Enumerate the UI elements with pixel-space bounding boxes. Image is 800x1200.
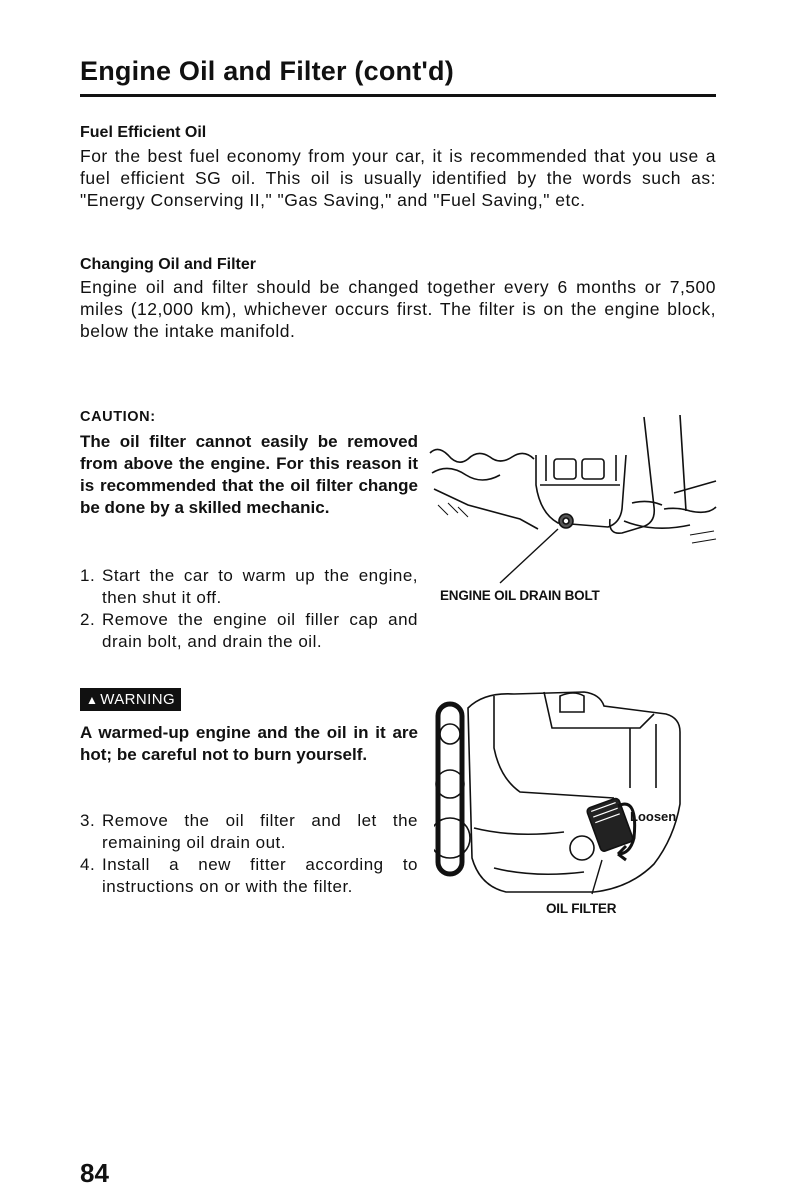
oil-filter-illustration [434,688,724,900]
loosen-label: Loosen [630,809,677,824]
changing-heading: Changing Oil and Filter [80,256,256,273]
drain-bolt-illustration [428,415,718,595]
title-rule [80,94,716,97]
step-item [80,565,418,609]
changing-text: Engine oil and filter should be changed together every 6 months or 7,500 miles (12,000 km), whichever occurs first. The filter is on the engine block, below the intake manifold. [80,277,716,341]
step-item [80,810,418,854]
fuel-oil-text: For the best fuel economy from your car, it is recommended that you use a fuel efficient SG oil. This oil is usually identified by the words such as: "Energy Conserving II," "Gas Saving," and "Fuel Saving," etc. [80,146,716,210]
step-item [80,854,418,898]
step-number: 3. [80,811,96,830]
step-text: Remove the engine oil filler cap and drain bolt, and drain the oil. [102,610,418,651]
step-text: Install a new fitter according to instructions on or with the filter. [102,855,418,896]
step-number: 1. [80,566,96,585]
steps-list-b [80,810,418,898]
warning-text: A warmed-up engine and the oil in it are hot; be careful not to burn yourself. [80,723,418,764]
steps-list-a [80,565,418,653]
step-number: 2. [80,610,96,629]
drain-bolt-caption: ENGINE OIL DRAIN BOLT [440,588,600,603]
warning-label: WARNING [100,691,176,708]
fuel-oil-heading: Fuel Efficient Oil [80,124,207,141]
warning-badge [80,688,181,711]
caution-text: The oil filter cannot easily be removed from above the engine. For this reason it is recommended that the oil filter change be done by a skilled mechanic. [80,432,418,517]
step-text: Start the car to warm up the engine, then shut it off. [102,566,418,607]
page-number: 84 [80,1158,109,1188]
warning-triangle-icon: ▲ [86,693,99,707]
step-number: 4. [80,855,96,874]
oil-filter-caption: OIL FILTER [546,901,617,916]
page-title: Engine Oil and Filter (cont'd) [80,56,454,86]
step-item [80,609,418,653]
caution-label: CAUTION: [80,409,156,425]
step-text: Remove the oil filter and let the remaining oil drain out. [102,811,418,852]
